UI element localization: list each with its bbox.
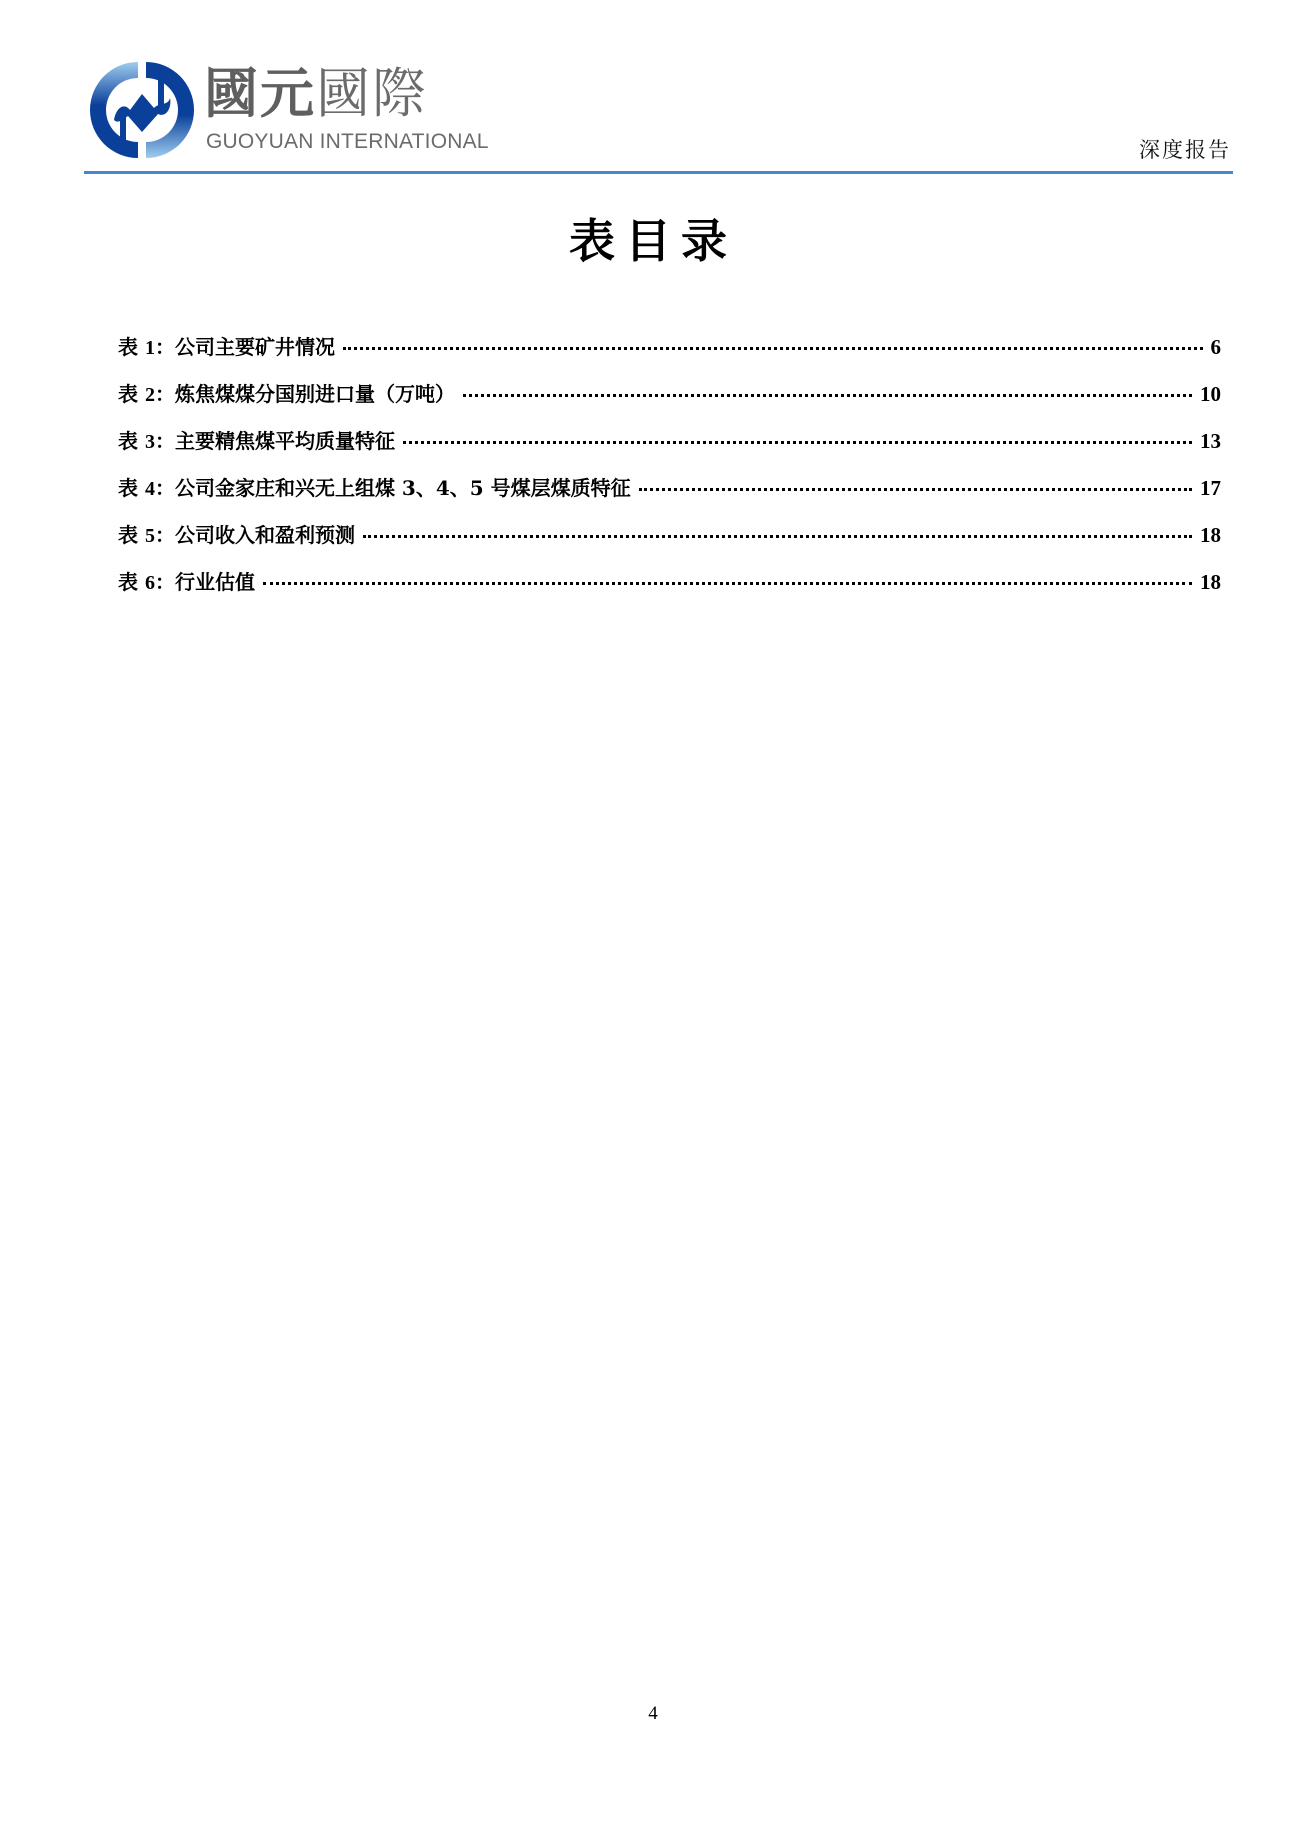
toc-entry[interactable] bbox=[118, 331, 1221, 378]
header-divider bbox=[84, 171, 1233, 174]
company-logo bbox=[90, 58, 489, 163]
toc-page-number: 13 bbox=[1200, 429, 1221, 453]
page-header bbox=[0, 0, 1306, 180]
toc-page-number: 6 bbox=[1210, 335, 1221, 359]
toc-entry[interactable] bbox=[118, 378, 1221, 425]
report-type-label: 深度报告 bbox=[1139, 138, 1231, 162]
toc-dot-leader bbox=[403, 441, 1192, 444]
toc-page-number: 18 bbox=[1200, 570, 1221, 594]
toc-entry[interactable] bbox=[118, 472, 1221, 519]
toc-page-number: 17 bbox=[1200, 476, 1221, 500]
page-number: 4 bbox=[648, 1703, 658, 1724]
toc-entry[interactable] bbox=[118, 566, 1221, 613]
logo-chinese-name bbox=[204, 62, 428, 126]
toc-entry-label: 表 1：公司主要矿井情况 bbox=[118, 335, 335, 359]
toc-dot-leader bbox=[639, 488, 1192, 491]
toc-dot-leader bbox=[343, 347, 1203, 350]
toc-entry[interactable] bbox=[118, 425, 1221, 472]
toc-entry-label: 表 5：公司收入和盈利预测 bbox=[118, 523, 355, 547]
toc-dot-leader bbox=[263, 582, 1192, 585]
logo-english-name: GUOYUAN INTERNATIONAL bbox=[206, 130, 489, 153]
toc-dot-leader bbox=[463, 394, 1192, 397]
page-title: 表目录 bbox=[569, 214, 737, 268]
toc-page-number: 18 bbox=[1200, 523, 1221, 547]
logo-cn-bold: 國元 bbox=[204, 62, 316, 125]
toc-dot-leader bbox=[363, 535, 1192, 538]
toc-entry[interactable] bbox=[118, 519, 1221, 566]
guoyuan-logo-icon bbox=[90, 58, 194, 162]
logo-cn-light: 國際 bbox=[316, 62, 428, 125]
table-of-tables bbox=[118, 331, 1221, 613]
toc-entry-label: 表 4：公司金家庄和兴无上组煤 3、4、5 号煤层煤质特征 bbox=[118, 476, 631, 500]
toc-page-number: 10 bbox=[1200, 382, 1221, 406]
toc-entry-label: 表 6：行业估值 bbox=[118, 570, 255, 594]
toc-entry-label: 表 3：主要精焦煤平均质量特征 bbox=[118, 429, 395, 453]
toc-entry-label: 表 2：炼焦煤煤分国别进口量（万吨） bbox=[118, 382, 455, 406]
